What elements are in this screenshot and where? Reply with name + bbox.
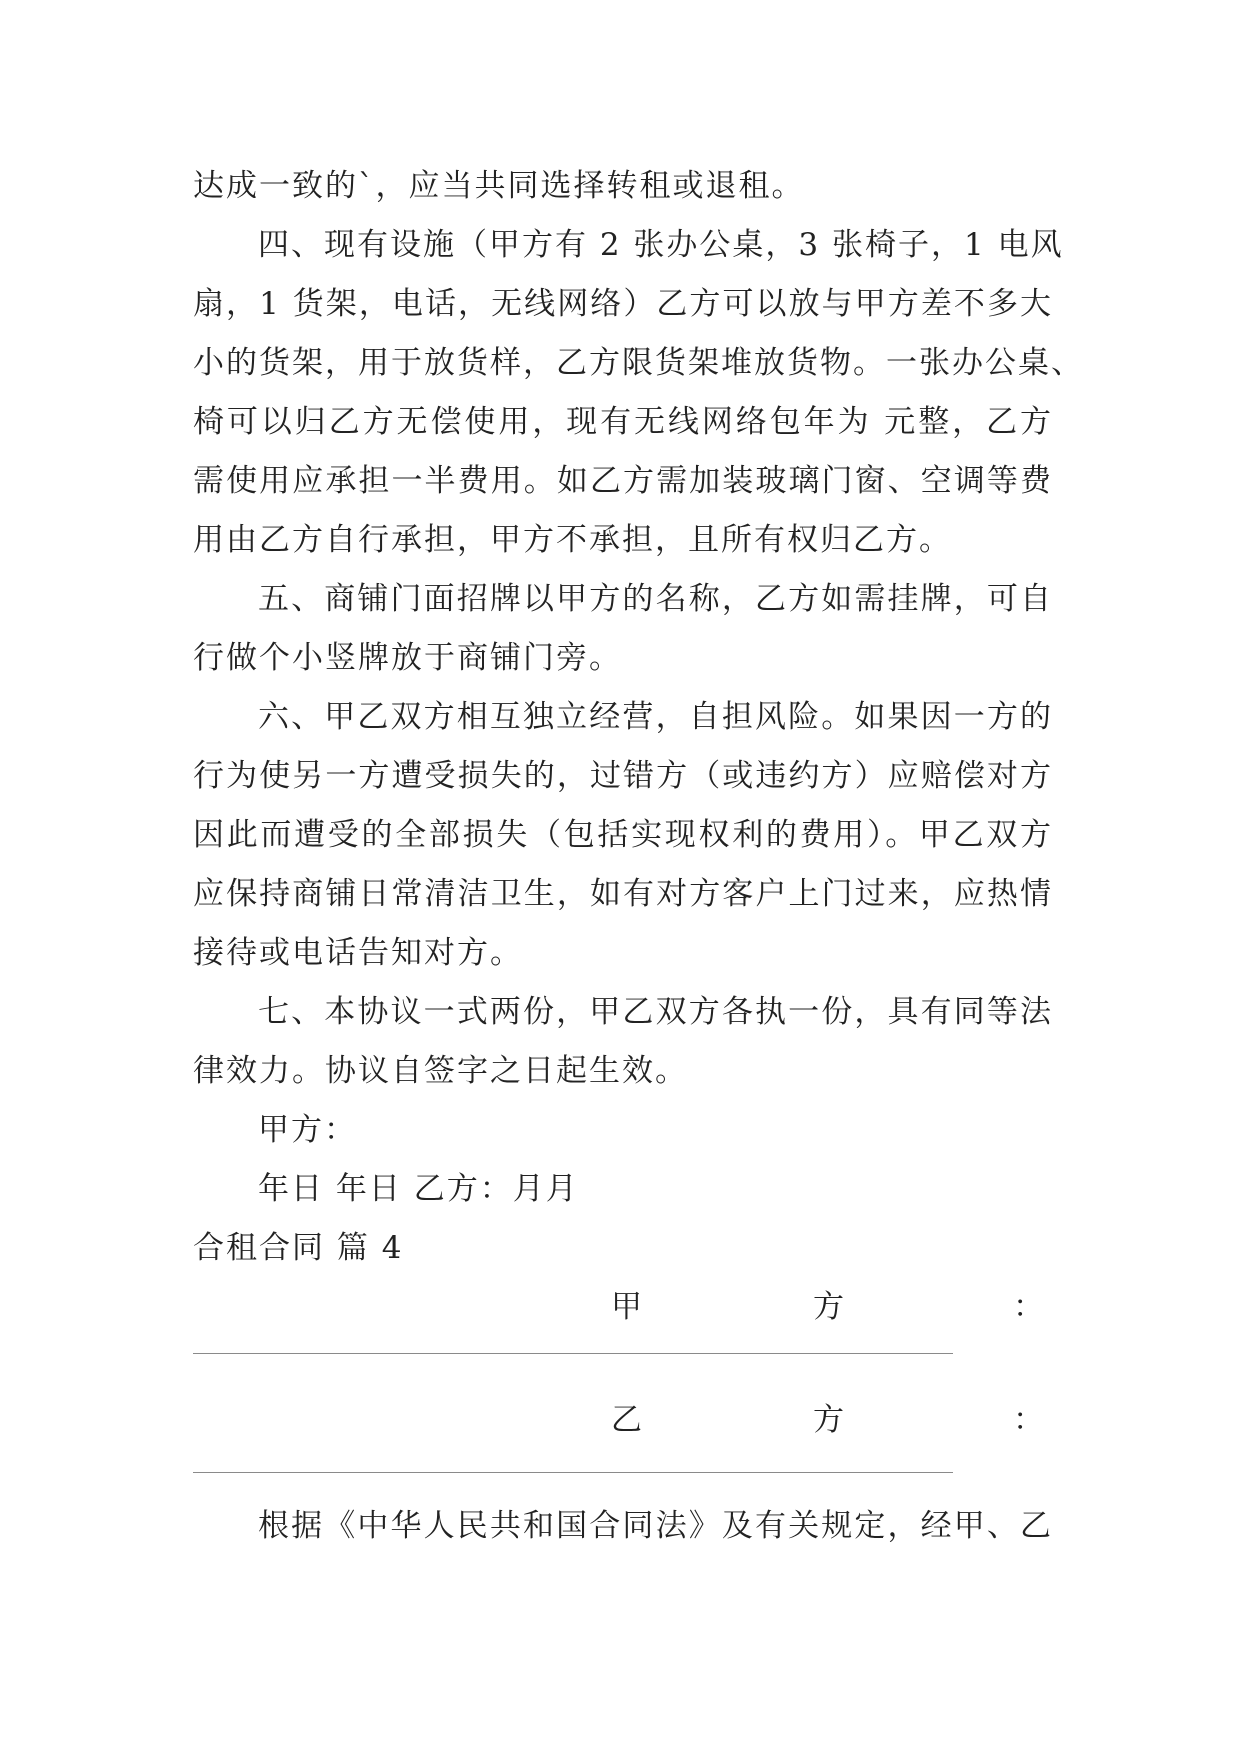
party-a-underline bbox=[193, 1353, 953, 1354]
paragraph-line: 扇，1 货架，电话，无线网络）乙方可以放与甲方差不多大 bbox=[193, 286, 1053, 322]
party-a-field bbox=[193, 1287, 1053, 1327]
paragraph-line: 达成一致的`，应当共同选择转租或退租。 bbox=[193, 168, 805, 204]
paragraph-line: 律效力。协议自签字之日起生效。 bbox=[193, 1053, 688, 1089]
paragraph-line: 用由乙方自行承担，甲方不承担，且所有权归乙方。 bbox=[193, 522, 952, 558]
paragraph-line: 行做个小竖牌放于商铺门旁。 bbox=[193, 640, 622, 676]
paragraph-line: 行为使另一方遭受损失的，过错方（或违约方）应赔偿对方 bbox=[193, 758, 1053, 794]
party-b-char-1: 乙 bbox=[611, 1402, 642, 1438]
paragraph-line: 需使用应承担一半费用。如乙方需加装玻璃门窗、空调等费 bbox=[193, 463, 1053, 499]
paragraph-line: 五、商铺门面招牌以甲方的名称，乙方如需挂牌，可自 bbox=[258, 581, 1053, 617]
paragraph-line: 接待或电话告知对方。 bbox=[193, 935, 523, 971]
paragraph-line: 小的货架，用于放货样，乙方限货架堆放货物。一张办公桌、 bbox=[193, 345, 1084, 381]
paragraph-line: 七、本协议一式两份，甲乙双方各执一份，具有同等法 bbox=[258, 994, 1053, 1030]
party-b-underline bbox=[193, 1472, 953, 1473]
section-heading: 合租合同 篇 4 bbox=[193, 1230, 404, 1266]
paragraph-line: 四、现有设施（甲方有 2 张办公桌，3 张椅子，1 电风 bbox=[258, 227, 1064, 263]
party-b-colon: ： bbox=[1013, 1402, 1044, 1438]
paragraph-line: 根据《中华人民共和国合同法》及有关规定，经甲、乙 bbox=[258, 1508, 1053, 1544]
paragraph-line: 六、甲乙双方相互独立经营，自担风险。如果因一方的 bbox=[258, 699, 1053, 735]
party-b-char-2: 方 bbox=[813, 1402, 844, 1438]
paragraph-line: 应保持商铺日常清洁卫生，如有对方客户上门过来，应热情 bbox=[193, 876, 1053, 912]
party-a-signature-label: 甲方： bbox=[258, 1112, 357, 1148]
party-a-char-1: 甲 bbox=[611, 1289, 642, 1325]
paragraph-line: 因此而遭受的全部损失（包括实现权利的费用）。甲乙双方 bbox=[193, 817, 1053, 853]
party-b-field bbox=[193, 1400, 1053, 1440]
party-a-colon: ： bbox=[1013, 1289, 1044, 1325]
date-signature-line: 年日 年日 乙方：月月 bbox=[258, 1171, 579, 1207]
party-a-char-2: 方 bbox=[813, 1289, 844, 1325]
paragraph-line: 椅可以归乙方无偿使用，现有无线网络包年为 元整，乙方 bbox=[193, 404, 1053, 440]
